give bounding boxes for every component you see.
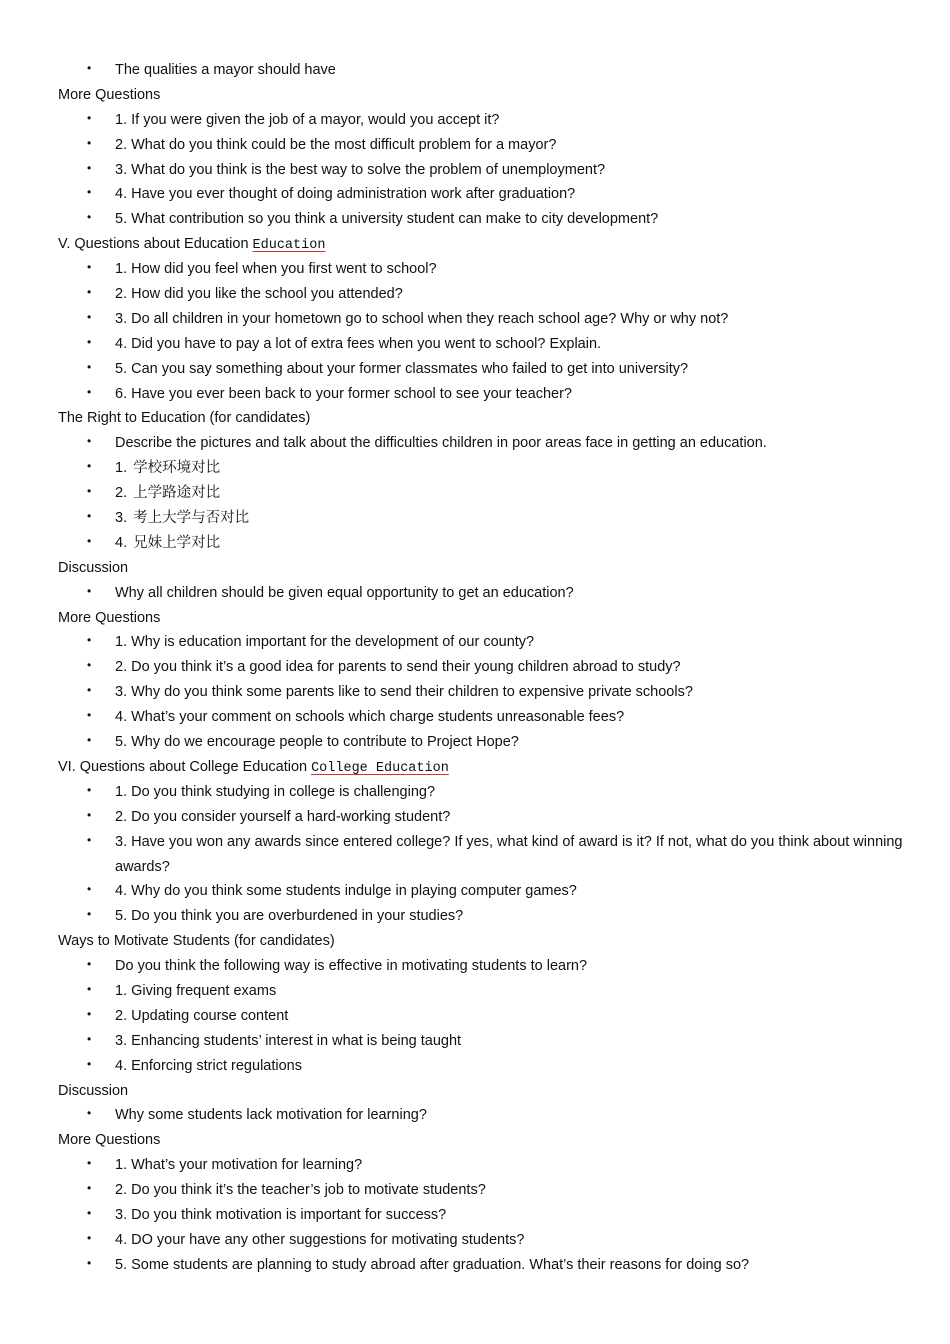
list-item: • 5. Some students are planning to study abroad after graduation. What’s their reasons for doing so?	[0, 1253, 950, 1278]
item-text: 考上大学与否对比	[133, 510, 250, 527]
list-item: • 2. How did you like the school you attended?	[0, 282, 950, 307]
item-number: 3.	[115, 510, 128, 527]
section-title: VI. Questions about College Education	[58, 758, 308, 775]
list-item: • 1. Do you think studying in college is challenging?	[0, 780, 950, 805]
list-item: • 2. Do you think it’s a good idea for parents to send their young children abroad to study?	[0, 655, 950, 680]
list-item: • 3. Do all children in your hometown go to school when they reach school age? Why or why not?	[0, 307, 950, 332]
list-item: • 4. Enforcing strict regulations	[0, 1054, 950, 1079]
section-heading-discussion: Discussion	[58, 559, 129, 576]
section-title: V. Questions about Education	[58, 236, 249, 253]
item-number: 2.	[115, 485, 128, 502]
list-item: • 1. How did you feel when you first went to school?	[0, 257, 950, 282]
list-item: • 6. Have you ever been back to your former school to see your teacher?	[0, 382, 950, 407]
list-item: • 4. What’s your comment on schools which charge students unreasonable fees?	[0, 705, 950, 730]
list-item: • 2. What do you think could be the most difficult problem for a mayor?	[0, 133, 950, 158]
list-item: • 5. Do you think you are overburdened in your studies?	[0, 904, 950, 929]
list-item: • 2. Do you consider yourself a hard-working student?	[0, 805, 950, 830]
list-item: • 3. Why do you think some parents like to send their children to expensive private schools?	[0, 680, 950, 705]
list-item: • 5. Can you say something about your former classmates who failed to get into university?	[0, 357, 950, 382]
section-heading-discussion: Discussion	[58, 1082, 129, 1099]
section-tag: Education	[252, 238, 326, 254]
section-heading-education	[0, 232, 950, 257]
list-item	[0, 506, 950, 531]
list-item: • 4. DO your have any other suggestions for motivating students?	[0, 1228, 950, 1253]
list-item: • Describe the pictures and talk about the difficulties children in poor areas face in getting an education.	[0, 431, 950, 456]
list-item: • 1. If you were given the job of a mayor, would you accept it?	[0, 108, 950, 133]
list-item: • 4. Why do you think some students indulge in playing computer games?	[0, 879, 950, 904]
list-item: • 3. Do you think motivation is important for success?	[0, 1203, 950, 1228]
list-item: • 3. Have you won any awards since entered college? If yes, what kind of award is it? If not, what do you think about winning awards?	[0, 830, 905, 880]
section-heading-right-to-education: The Right to Education (for candidates)	[58, 410, 311, 427]
list-item: • 5. What contribution so you think a university student can make to city development?	[0, 207, 950, 232]
item-number: 4.	[115, 534, 128, 551]
section-heading-more-questions: More Questions	[58, 1132, 161, 1149]
section-heading-more-questions: More Questions	[58, 609, 161, 626]
list-item: • 3. What do you think is the best way to solve the problem of unemployment?	[0, 158, 950, 183]
list-item: • The qualities a mayor should have	[0, 58, 950, 83]
list-item: • 4. Did you have to pay a lot of extra fees when you went to school? Explain.	[0, 332, 950, 357]
item-text: 上学路途对比	[133, 485, 221, 502]
item-text: 学校环境对比	[133, 460, 221, 477]
list-item: • 1. Giving frequent exams	[0, 979, 950, 1004]
list-item	[0, 456, 950, 481]
list-item	[0, 481, 950, 506]
section-heading-more-questions: More Questions	[58, 86, 161, 103]
list-item: • Why all children should be given equal opportunity to get an education?	[0, 581, 950, 606]
list-item: • 1. What’s your motivation for learning?	[0, 1153, 950, 1178]
item-number: 1.	[115, 460, 128, 477]
section-heading-college-education	[0, 755, 950, 780]
list-item	[0, 531, 950, 556]
section-tag: College Education	[311, 760, 449, 776]
list-item: • 2. Updating course content	[0, 1004, 950, 1029]
list-item: • 5. Why do we encourage people to contribute to Project Hope?	[0, 730, 950, 755]
list-item: • 4. Have you ever thought of doing administration work after graduation?	[0, 182, 950, 207]
list-item: • 3. Enhancing students’ interest in what is being taught	[0, 1029, 950, 1054]
list-item: • 1. Why is education important for the development of our county?	[0, 630, 950, 655]
section-heading-ways-to-motivate: Ways to Motivate Students (for candidates)	[58, 933, 335, 950]
document-page	[0, 58, 950, 1278]
item-text: 兄妹上学对比	[133, 534, 221, 551]
list-item: • Do you think the following way is effective in motivating students to learn?	[0, 954, 950, 979]
list-item: • 2. Do you think it’s the teacher’s job to motivate students?	[0, 1178, 950, 1203]
list-item: • Why some students lack motivation for learning?	[0, 1103, 950, 1128]
